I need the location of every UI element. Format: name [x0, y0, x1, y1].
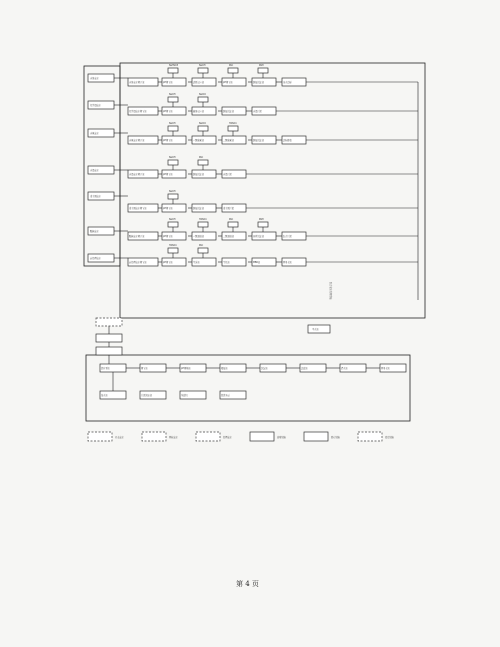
- legend-swatch: [358, 432, 382, 441]
- row-head-label: 重金属废水调节池: [129, 207, 147, 210]
- step-label: 混凝沉淀池: [193, 207, 204, 210]
- chem-dose-box: [168, 194, 178, 199]
- step-label: pH调节池: [223, 81, 233, 84]
- legend-swatch: [142, 432, 166, 441]
- chem-dose-box: [168, 248, 178, 253]
- legend-swatch: [196, 432, 220, 441]
- chem-label: PAM: [259, 64, 264, 67]
- legend-swatch: [250, 432, 274, 441]
- outlet-label: 重金属污泥: [223, 207, 234, 210]
- legend-label: 外来废水: [115, 436, 124, 439]
- legend: [88, 432, 395, 441]
- sump-box: [96, 334, 122, 342]
- chem-label: NaOH: [169, 190, 176, 193]
- lower-step-label: 清水池: [341, 367, 348, 370]
- step-label: pH调节池: [163, 261, 173, 264]
- chem-dose-box: [228, 68, 238, 73]
- lower-step-label: 污泥浓缩池: [141, 394, 152, 397]
- chem-label: NaClO: [199, 93, 206, 96]
- chem-dose-box: [198, 68, 208, 73]
- legend-label: 改造设施: [385, 436, 394, 439]
- chem-dose-box: [168, 68, 178, 73]
- side-vertical-label: 综合废水处理系统: [329, 282, 332, 300]
- chem-label: H2SO4: [199, 218, 207, 221]
- step-label: pH调节池: [163, 235, 173, 238]
- chem-dose-box: [168, 160, 178, 165]
- step-label: 一级破氰池: [193, 139, 204, 142]
- chem-dose-box: [198, 97, 208, 102]
- legend-label: 新增设施: [277, 436, 286, 439]
- lower-step-label: 压滤机: [181, 394, 188, 397]
- row-head-label: 酸碱废水调节池: [129, 235, 145, 238]
- step-label: 还原反应池: [193, 81, 204, 84]
- legend-swatch: [88, 432, 112, 441]
- row-head-label: 含铬废水调节池: [129, 81, 145, 84]
- step-label: 破络反应池: [193, 110, 204, 113]
- chem-label: NaOH: [199, 64, 206, 67]
- step-label: pH调节池: [163, 173, 173, 176]
- chem-dose-box: [198, 248, 208, 253]
- chem-dose-box: [198, 222, 208, 227]
- chem-label: NaOH: [169, 156, 176, 159]
- lower-step-label: 过滤池: [301, 367, 308, 370]
- chem-dose-box: [168, 126, 178, 131]
- chem-dose-box: [228, 222, 238, 227]
- chem-label: PAC: [199, 244, 204, 247]
- legend-swatch: [304, 432, 328, 441]
- step-label: 混凝沉淀池: [193, 173, 204, 176]
- chem-dose-box: [198, 160, 208, 165]
- source-label: 前处理废水: [90, 257, 101, 260]
- chem-label: NaOH: [169, 122, 176, 125]
- reclaimed-pool-label: 中水池: [312, 328, 319, 331]
- chem-label: NaClO: [199, 122, 206, 125]
- lower-step-label: 絮凝池: [221, 367, 228, 370]
- chem-label: PAC: [229, 64, 234, 67]
- chem-label: NaOH: [169, 218, 176, 221]
- row-head-label: 含镍废水调节池: [129, 173, 145, 176]
- lower-step-label: 提升泵站: [101, 367, 110, 370]
- lower-step-label: 调节池: [141, 367, 148, 370]
- step-label: 混凝沉淀池: [223, 110, 234, 113]
- outlet-label: 含镍污泥: [253, 110, 262, 113]
- lower-step-label: 沉淀池: [261, 367, 268, 370]
- chem-dose-box: [168, 222, 178, 227]
- chem-label: H2SO4: [169, 244, 177, 247]
- chem-dose-box: [258, 222, 268, 227]
- source-label: 含铬废水: [90, 77, 99, 80]
- outlet-label: 出水达标: [283, 81, 292, 84]
- upper-process-frame: [120, 63, 425, 318]
- step-label: MBR池: [253, 261, 261, 264]
- legend-label: 处理废水: [223, 436, 232, 439]
- row-head-label: 前处理废水调节池: [129, 261, 147, 264]
- chem-label: PAM: [259, 218, 264, 221]
- page-number: 第 4 页: [236, 580, 259, 588]
- lower-step-label: 回用水池: [381, 367, 390, 370]
- source-label: 含镍废水: [90, 169, 99, 172]
- step-label: pH调节池: [163, 207, 173, 210]
- chem-label: NaOH: [169, 93, 176, 96]
- chem-label: NaHSO3: [169, 64, 179, 67]
- chem-label: H2SO4: [229, 122, 237, 125]
- source-label: 化学镍废水: [90, 104, 101, 107]
- lower-process-steps: [100, 364, 406, 399]
- source-label: 酸碱废水: [90, 230, 99, 233]
- source-label: 含氰废水: [90, 132, 99, 135]
- step-label: pH调节池: [163, 110, 173, 113]
- legend-label: 原有设施: [331, 436, 340, 439]
- chem-label: PAC: [199, 156, 204, 159]
- step-label: 斜管沉淀池: [253, 235, 264, 238]
- lower-step-label: 浓水池: [101, 394, 108, 397]
- step-label: pH调节池: [163, 139, 173, 142]
- lower-step-label: 泥饼外运: [221, 394, 230, 397]
- chem-dose-box: [168, 97, 178, 102]
- process-rows: [128, 64, 418, 300]
- outlet-label: 回用水池: [283, 261, 292, 264]
- step-label: 一级混凝池: [193, 235, 204, 238]
- step-label: 二级破氰池: [223, 139, 234, 142]
- outlet-label: 含镍污泥: [223, 173, 232, 176]
- chem-dose-box: [228, 126, 238, 131]
- chem-label: PAC: [229, 218, 234, 221]
- step-label: 气浮池: [193, 261, 200, 264]
- chem-dose-box: [198, 126, 208, 131]
- source-label: 重金属废水: [90, 195, 101, 198]
- step-label: 二级混凝池: [223, 235, 234, 238]
- outlet-label: 综合污泥: [283, 235, 292, 238]
- lower-step-label: pH调整池: [181, 367, 191, 370]
- step-label: 混凝沉淀池: [253, 139, 264, 142]
- legend-label: 回收废水: [169, 436, 178, 439]
- row-head-label: 含氰废水调节池: [129, 139, 145, 142]
- chem-dose-box: [258, 68, 268, 73]
- step-label: 生化池: [223, 261, 230, 264]
- row-head-label: 化学镍废水调节池: [129, 110, 147, 113]
- step-label: 混凝沉淀池: [253, 81, 264, 84]
- step-label: pH调节池: [163, 81, 173, 84]
- outlet-label: 达标排放: [283, 139, 292, 142]
- source-boxes: [88, 74, 128, 262]
- ro-system-box: [96, 347, 122, 355]
- recycled-water-box: [96, 318, 122, 326]
